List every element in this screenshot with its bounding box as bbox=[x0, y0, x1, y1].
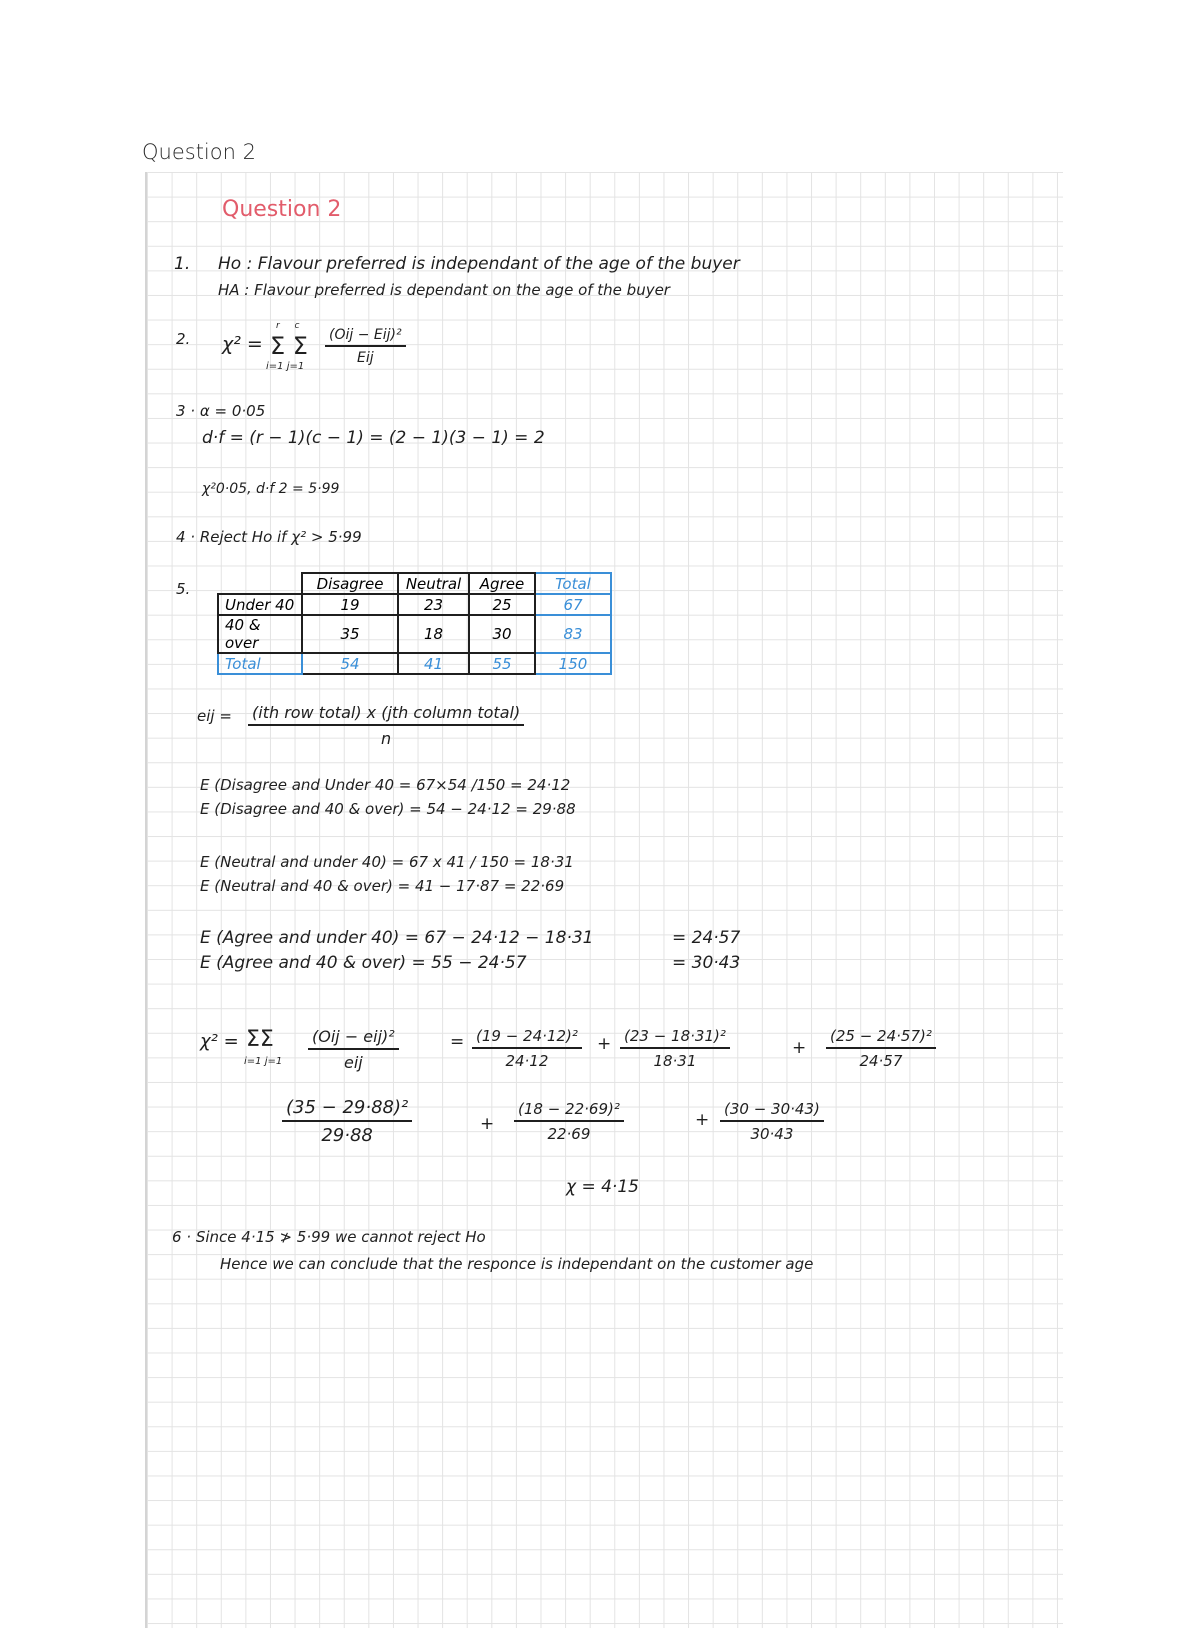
row-total: 83 bbox=[535, 615, 611, 653]
column-total: 41 bbox=[398, 653, 469, 674]
table-row bbox=[218, 594, 611, 615]
chi-square-result: χ = 4·15 bbox=[566, 1177, 639, 1197]
total-label: Total bbox=[218, 653, 302, 674]
fraction-numerator: (Oij − eij)² bbox=[308, 1027, 399, 1050]
plus-sign: + bbox=[597, 1034, 612, 1054]
step-2-number: 2. bbox=[176, 330, 191, 348]
eij-lhs: eij = bbox=[197, 707, 232, 725]
null-hypothesis: Ho : Flavour preferred is independant of the age of the buyer bbox=[218, 254, 740, 274]
table-cell: 19 bbox=[302, 594, 398, 615]
fraction-denominator: Eij bbox=[356, 350, 374, 366]
term-denominator: 18·31 bbox=[653, 1052, 697, 1070]
grid-paper bbox=[145, 172, 1063, 1628]
note-title: Question 2 bbox=[222, 197, 342, 222]
alternative-hypothesis: HA : Flavour preferred is dependant on the age of the buyer bbox=[218, 281, 670, 299]
term-denominator: 22·69 bbox=[547, 1125, 591, 1143]
row-total: 67 bbox=[535, 594, 611, 615]
alpha-level: 3 · α = 0·05 bbox=[176, 402, 266, 420]
fraction-denominator: eij bbox=[343, 1053, 363, 1072]
general-term-fraction bbox=[308, 1027, 399, 1072]
row-label: Under 40 bbox=[218, 594, 302, 615]
step-5-number: 5. bbox=[176, 580, 191, 598]
double-sum-symbol: ΣΣ bbox=[246, 1027, 274, 1052]
degrees-of-freedom: d·f = (r − 1)(c − 1) = (2 − 1)(3 − 1) = 2 bbox=[202, 428, 545, 448]
eij-denominator: n bbox=[381, 729, 392, 748]
sum-lower-limits: i=1 j=1 bbox=[244, 1056, 283, 1067]
plus-sign: + bbox=[480, 1114, 495, 1134]
grand-total: 150 bbox=[535, 653, 611, 674]
expected-value-line: E (Disagree and Under 40 = 67×54 /150 = 24·12 bbox=[200, 776, 571, 794]
table-total-row bbox=[218, 653, 611, 674]
conclusion-line-2: Hence we can conclude that the responce is independant on the customer age bbox=[220, 1255, 814, 1273]
plus-sign: + bbox=[695, 1110, 710, 1130]
equals-sign: = bbox=[450, 1032, 465, 1052]
term-denominator: 24·12 bbox=[505, 1052, 549, 1070]
expected-value-line: E (Agree and under 40) = 67 − 24·12 − 18·31 bbox=[200, 928, 594, 948]
term-numerator: (23 − 18·31)² bbox=[620, 1027, 730, 1049]
plus-sign: + bbox=[792, 1038, 807, 1058]
term-denominator: 24·57 bbox=[859, 1052, 903, 1070]
header-neutral: Neutral bbox=[398, 573, 469, 594]
term-numerator: (19 − 24·12)² bbox=[472, 1027, 582, 1049]
term-fraction bbox=[826, 1027, 936, 1070]
critical-value: χ²0·05, d·f 2 = 5·99 bbox=[202, 481, 340, 497]
term-fraction bbox=[472, 1027, 582, 1070]
eij-fraction bbox=[248, 703, 524, 748]
table-row bbox=[218, 615, 611, 653]
table-cell: 23 bbox=[398, 594, 469, 615]
eij-numerator: (ith row total) x (jth column total) bbox=[248, 703, 524, 726]
table-header-row bbox=[218, 573, 611, 594]
contingency-table bbox=[217, 572, 612, 675]
term-denominator: 30·43 bbox=[750, 1125, 794, 1143]
term-fraction bbox=[620, 1027, 730, 1070]
term-fraction bbox=[720, 1100, 824, 1143]
term-fraction bbox=[282, 1097, 412, 1146]
table-cell: 25 bbox=[469, 594, 535, 615]
sum-upper-limits: r c bbox=[276, 321, 306, 331]
column-total: 55 bbox=[469, 653, 535, 674]
term-numerator: (25 − 24·57)² bbox=[826, 1027, 936, 1049]
header-total: Total bbox=[535, 573, 611, 594]
expected-value-line: E (Disagree and 40 & over) = 54 − 24·12 = 29·88 bbox=[200, 800, 576, 818]
double-sum-symbol: Σ Σ bbox=[270, 332, 308, 360]
expected-value-line: E (Agree and 40 & over) = 55 − 24·57 bbox=[200, 953, 527, 973]
term-numerator: (18 − 22·69)² bbox=[514, 1100, 624, 1122]
handwritten-note bbox=[145, 172, 1063, 1630]
header-agree: Agree bbox=[469, 573, 535, 594]
chi-square-lhs: χ² = bbox=[222, 333, 263, 355]
term-numerator: (30 − 30·43) bbox=[720, 1100, 824, 1122]
table-cell: 18 bbox=[398, 615, 469, 653]
chi-square-compute-lhs: χ² = bbox=[200, 1031, 239, 1052]
fraction-numerator: (Oij − Eij)² bbox=[325, 327, 406, 347]
table-cell: 35 bbox=[302, 615, 398, 653]
conclusion-line-1: 6 · Since 4·15 ≯ 5·99 we cannot reject Ho bbox=[172, 1228, 486, 1246]
step-1-number: 1. bbox=[174, 254, 191, 274]
column-total: 54 bbox=[302, 653, 398, 674]
term-denominator: 29·88 bbox=[321, 1125, 373, 1146]
expected-value-result: = 24·57 bbox=[672, 928, 741, 948]
chi-square-fraction bbox=[325, 327, 406, 366]
header-disagree: Disagree bbox=[302, 573, 398, 594]
term-numerator: (35 − 29·88)² bbox=[282, 1097, 412, 1122]
row-label: 40 & over bbox=[218, 615, 302, 653]
expected-value-line: E (Neutral and 40 & over) = 41 − 17·87 = 22·69 bbox=[200, 877, 565, 895]
sum-lower-limits: i=1 j=1 bbox=[266, 361, 305, 372]
document-heading: Question 2 bbox=[142, 140, 256, 164]
expected-value-result: = 30·43 bbox=[672, 953, 741, 973]
decision-rule: 4 · Reject Ho if χ² > 5·99 bbox=[176, 528, 362, 546]
table-corner-cell bbox=[218, 573, 302, 594]
term-fraction bbox=[514, 1100, 624, 1143]
table-cell: 30 bbox=[469, 615, 535, 653]
expected-value-line: E (Neutral and under 40) = 67 x 41 / 150 = 18·31 bbox=[200, 853, 574, 871]
